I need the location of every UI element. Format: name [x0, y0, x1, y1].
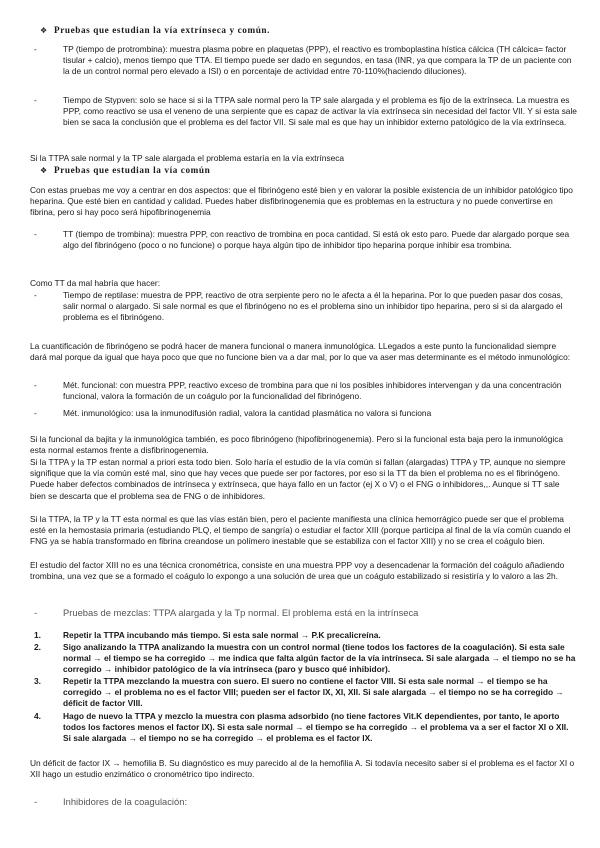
si-normal-paragraph: Si la TTPA, la TP y la TT esta normal es que las vías están bien, pero el paciente manifiesta una clínica hemorrágico puede ser que el problema esté en la hemostasia primaria (estudiando PLQ, el tiempo de sangría) o estudiar el factor XIII (porque participa al final de la vía común cuando el FNG ya se había transformado en fibrina creandose un polímero inestable que se estabiliza con el factor XIII) y no se crea el coágulo bien. [30, 514, 571, 547]
deficit-ix-paragraph: Un déficit de factor IX → hemofilia B. Su diagnóstico es muy parecido al de la hemofilia A. Si todavía necesito saber si el problema es el factor XI o XII hago un estudio enzimático o cronométrico tipo indirecto. [30, 758, 575, 780]
dash-bullet: - [34, 408, 37, 418]
dash-bullet: - [34, 229, 37, 239]
bullet-metodo-inmunologico [30, 408, 578, 419]
intro-via-comun: Con estas pruebas me voy a centrar en dos aspectos: que el fibrinógeno esté bien y en valorar la posible existencia de un inhibidor patológico tipo heparina. Que esté bien en cantidad y calidad. Puedes haber disfibrinogenemia que es problemas en la estructura y no puede convertirse en fibrina, pero si hay poco será hipofibrinogenemia [30, 185, 573, 218]
dash-bullet: - [34, 95, 37, 105]
conclusion-extrinseca: Si la TTPA sale normal y la TP sale alargada el problema estaría en la vía extrínseca [30, 153, 345, 163]
si-funcional-paragraph: Si la funcional da bajita y la inmunológica también, es poco fibrinógeno (hipofibrinogenemia). Pero si la funcional esta baja pero la inmunológica esta normal estamos frente a disfibrinogenemia. [30, 434, 564, 456]
heading-text: Pruebas que estudian la vía extrínseca y común. [54, 25, 271, 35]
bullet-metodo-funcional-text: Mét. funcional: con muestra PPP, reactivo exceso de trombina para que ni los posibles inhibidores intervengan y da una concentración funcional, valora la formación de un coágulo por la funcionalidad del fibrinógeno. [63, 380, 562, 402]
step-number: 3. [34, 676, 41, 686]
bullet-tt-text: TT (tiempo de trombina): muestra PPP, con reactivo de trombina en poca cantidad. Si está ok esto paro. Puede dar alargado porque sea algo del fibrinógeno (poco o no funcione) o porque haya algún tipo de inhibidor tipo heparina porque inhibir esa trombina. [63, 229, 570, 251]
dash-bullet: - [34, 290, 37, 300]
bullet-tt [30, 229, 578, 251]
cuantificacion-paragraph: La cuantificación de fibrinógeno se podrá hacer de manera funcional o manera inmunológica. LLegados a este punto la funcionalidad siempre dará mal porque da igual que haya poco que que no funcione bien va a dar mal, por lo que va aser mas determinante es el método inmunológico: [30, 341, 571, 363]
si-ttpa-paragraph: Si la TTPA y la TP estan normal a priori esta todo bien. Solo haría el estudio de la vía común si fallan (alargadas) TTPA y TP, aunque no siempre signifique que la vía común esté mal, sino que hay veces que puede ser por factores, por eso si la TT da bien el problema no es el fibrinógeno. Puede haber defectos combinados de intrínseca y extrínseca, que haya fallo en un factor (ej X o V) o el FNG o inhibidores,,. Aunque si TT sale bien se descarta que el problema sea de FNG o de inhibidores. [30, 457, 566, 501]
dash-bullet: - [34, 796, 38, 807]
bullet-metodo-inmunologico-text: Mét. inmunológico: usa la inmunodifusión radial, valora la cantidad plasmática no valora si funciona [63, 408, 432, 418]
step-number: 1. [34, 630, 41, 640]
bullet-stypven-text: Tiempo de Stypven: solo se hace si si la TTPA sale normal pero la TP sale alargada y el problema es fijo de la extrínseca. La muestra es PPP, como reactivo se usa el veneno de una serpiente que es capaz de activar la vía extrínseca sin necesidad del factor VII. Y si esta sale bien se saca la conclusión que el problema es del factor VII. Si sale mal es que hay un inhibidor externo patológico de la vía extrínseca. [63, 95, 577, 128]
dash-bullet: - [34, 607, 38, 618]
step-3-text: Repetir la TTPA mezclando la muestra con suero. El suero no contiene el factor VIII. Si esta sale normal → el tiempo se ha corregido → el problema no es el factor VIII; pueden ser el factor IX, XI, XII. Si sale alargada → el tiempo no se ha corregido → déficit de factor VIII. [63, 676, 564, 709]
heading-text: Inhibidores de la coagulación: [63, 796, 188, 807]
step-4-text: Hago de nuevo la TTPA y mezclo la muestra con plasma adsorbido (no tiene factores Vit.K dependientes, por tanto, le aporto todos los factores menos el factor IX). Si esta sale normal → el tiempo se ha corregido → el problema va a ser el factor XI o XII. Si sale alargada → el tiempo no se ha corregido → el problema es el factor IX. [63, 711, 569, 744]
heading-via-extrinseca [40, 24, 270, 37]
estudio-xiii-paragraph: El estudio del factor XIII no es una técnica cronométrica, consiste en una muestra PPP voy a desencadenar la formación del coágulo añadiendo trombina, una vez que se a formado el coágulo lo expongo a una solución de urea que un coágulo estabilizado si resistiría y lo valoro a las 2h. [30, 560, 565, 582]
bullet-reptilase-text: Tiempo de reptilase: muestra de PPP, reactivo de otra serpiente pero no le afecta a él la heparina. Por lo que pueden pasar dos cosas, salir normal o alargado. Si sale normal es que el fibrinógeno no es el problema sino un inhibidor tipo heparina, pero si si da alargado el problema es el fibrinógeno. [63, 290, 564, 323]
diamond-bullet-icon: ❖ [40, 26, 48, 35]
bullet-tp-text: TP (tiempo de protrombina): muestra plasma pobre en plaquetas (PPP), el reactivo es tromboplastina hística cálcica (TH cálcica= factor tisular + calcio), menos tiempo que TTA. El tiempo puede ser dado en segundos, en tasa (INR, ya que compara la TP de un paciente con la de un control normal pero elevado a ISI) o en porcentaje de actividad entre 70-110%(haciendo diluciones). [63, 44, 572, 77]
dash-bullet: - [34, 380, 37, 390]
dash-bullet: - [34, 44, 37, 54]
heading-via-comun [40, 164, 210, 177]
diamond-bullet-icon: ❖ [40, 166, 48, 175]
bullet-reptilase [30, 290, 578, 324]
step-4 [30, 711, 578, 745]
step-3 [30, 676, 578, 710]
bullet-tp [30, 44, 578, 78]
bullet-metodo-funcional [30, 380, 578, 402]
heading-text: Pruebas de mezclas: TTPA alargada y la Tp normal. El problema está en la intrínseca [63, 607, 419, 618]
como-tt-line: Como TT da mal habría que hacer: [30, 278, 161, 288]
step-2-text: Sigo analizando la TTPA analizando la muestra con un control normal (tiene todos los factores de la coagulación). Si esta sale normal → el tiempo se ha corregido → me indica que falta algún factor de la vía intrínseca. Si sale alargada → el tiempo no se ha corregido → inhibidor patológico de la vía intrínseca (paro y busco qué inhibidor). [63, 642, 576, 675]
heading-inhibidores [30, 796, 187, 808]
step-number: 4. [34, 711, 41, 721]
heading-pruebas-mezclas [30, 607, 418, 619]
step-2 [30, 642, 578, 676]
heading-text: Pruebas que estudian la vía común [54, 165, 211, 175]
step-1 [30, 630, 578, 641]
step-number: 2. [34, 642, 41, 652]
bullet-stypven [30, 95, 578, 129]
step-1-text: Repetir la TTPA incubando más tiempo. Si esta sale normal → P.K precalicreína. [63, 630, 381, 640]
